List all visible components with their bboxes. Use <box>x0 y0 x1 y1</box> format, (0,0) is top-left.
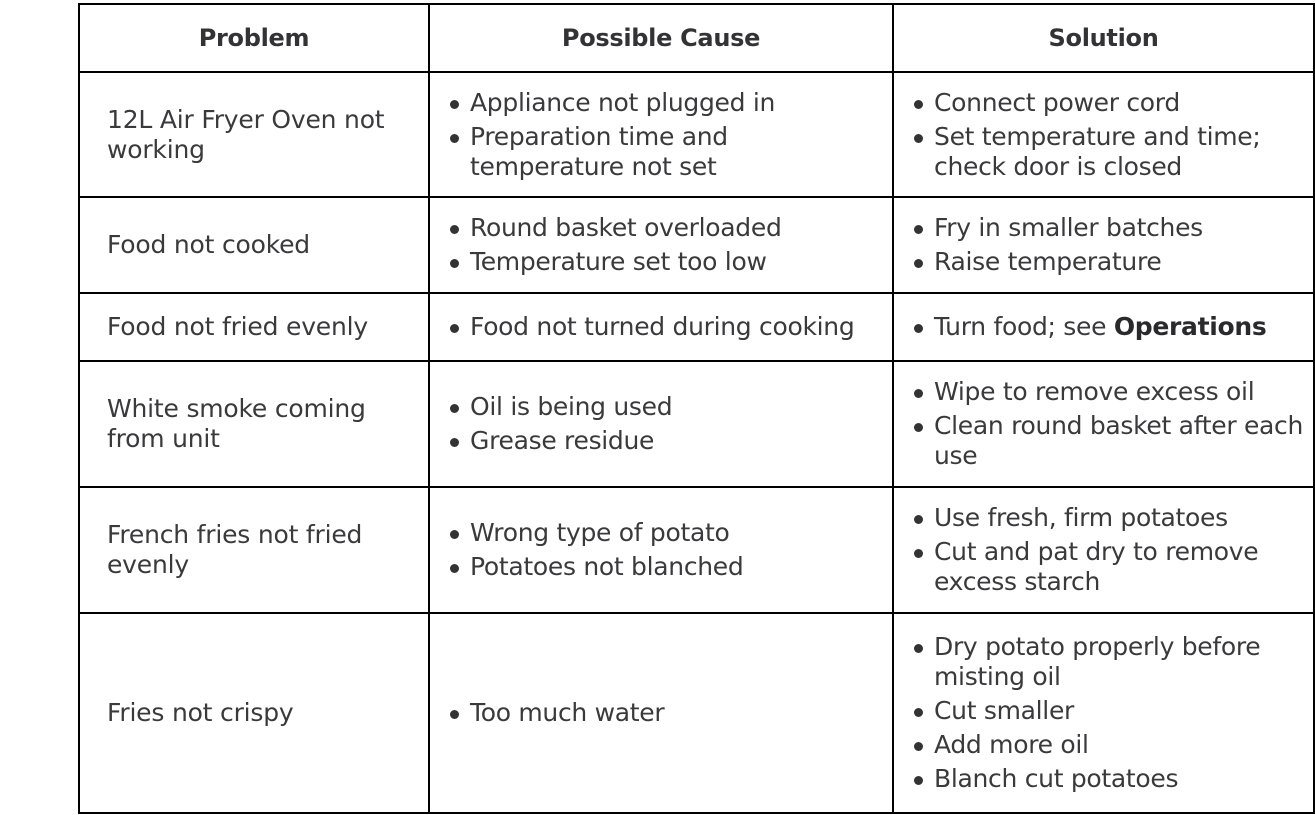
solution-item: Use fresh, firm potatoes <box>912 503 1307 533</box>
bullet-icon <box>914 134 923 143</box>
problem-cell: 12L Air Fryer Oven not working <box>79 72 429 197</box>
troubleshooting-table <box>78 3 1315 814</box>
cause-item: Wrong type of potato <box>448 518 886 548</box>
solution-item: Dry potato properly before misting oil <box>912 632 1307 692</box>
bullet-icon <box>450 100 459 109</box>
bullet-icon <box>914 644 923 653</box>
bullet-icon <box>450 225 459 234</box>
solution-item: Add more oil <box>912 730 1307 760</box>
cause-cell <box>429 72 893 197</box>
bullet-icon <box>914 515 923 524</box>
bullet-icon <box>914 423 923 432</box>
bullet-icon <box>450 324 459 333</box>
cause-item: Preparation time and temperature not set <box>448 122 886 182</box>
solution-item: Set temperature and time; check door is closed <box>912 122 1307 182</box>
bullet-icon <box>914 100 923 109</box>
bullet-icon <box>914 389 923 398</box>
cause-cell <box>429 361 893 487</box>
bullet-icon <box>914 324 923 333</box>
solution-item: Connect power cord <box>912 88 1307 118</box>
problem-cell: White smoke coming from unit <box>79 361 429 487</box>
solution-cell <box>893 613 1314 813</box>
bullet-icon <box>450 438 459 447</box>
operations-reference: Operations <box>1113 312 1267 341</box>
bullet-icon <box>914 549 923 558</box>
cause-item: Round basket overloaded <box>448 213 886 243</box>
table-row <box>79 197 1314 293</box>
solution-item: Cut and pat dry to remove excess starch <box>912 537 1307 597</box>
bullet-icon <box>450 404 459 413</box>
table-row <box>79 613 1314 813</box>
solution-item: Blanch cut potatoes <box>912 764 1307 794</box>
bullet-icon <box>450 564 459 573</box>
table-row <box>79 361 1314 487</box>
solution-item: Fry in smaller batches <box>912 213 1307 243</box>
header-possible-cause: Possible Cause <box>429 4 893 72</box>
solution-cell <box>893 293 1314 361</box>
bullet-icon <box>450 530 459 539</box>
bullet-icon <box>914 225 923 234</box>
solution-item: Cut smaller <box>912 696 1307 726</box>
cause-item: Temperature set too low <box>448 247 886 277</box>
cause-cell <box>429 293 893 361</box>
solution-cell <box>893 197 1314 293</box>
solution-item: Clean round basket after each use <box>912 411 1307 471</box>
header-problem: Problem <box>79 4 429 72</box>
problem-cell: French fries not fried evenly <box>79 487 429 613</box>
problem-cell: Food not fried evenly <box>79 293 429 361</box>
problem-cell: Food not cooked <box>79 197 429 293</box>
bullet-icon <box>914 708 923 717</box>
cause-cell <box>429 613 893 813</box>
solution-cell <box>893 361 1314 487</box>
cause-item: Too much water <box>448 698 886 728</box>
solution-item: Wipe to remove excess oil <box>912 377 1307 407</box>
table-row <box>79 293 1314 361</box>
bullet-icon <box>914 776 923 785</box>
solution-cell <box>893 72 1314 197</box>
cause-cell <box>429 487 893 613</box>
bullet-icon <box>450 710 459 719</box>
bullet-icon <box>914 259 923 268</box>
table-header-row <box>79 4 1314 72</box>
table-row <box>79 72 1314 197</box>
cause-item: Food not turned during cooking <box>448 312 886 342</box>
solution-cell <box>893 487 1314 613</box>
cause-item: Potatoes not blanched <box>448 552 886 582</box>
header-solution: Solution <box>893 4 1314 72</box>
problem-cell: Fries not crispy <box>79 613 429 813</box>
solution-item: Turn food; see Operations <box>912 312 1307 342</box>
cause-item: Appliance not plugged in <box>448 88 886 118</box>
bullet-icon <box>914 742 923 751</box>
solution-item: Raise temperature <box>912 247 1307 277</box>
bullet-icon <box>450 134 459 143</box>
cause-cell <box>429 197 893 293</box>
table-row <box>79 487 1314 613</box>
cause-item: Oil is being used <box>448 392 886 422</box>
bullet-icon <box>450 259 459 268</box>
cause-item: Grease residue <box>448 426 886 456</box>
